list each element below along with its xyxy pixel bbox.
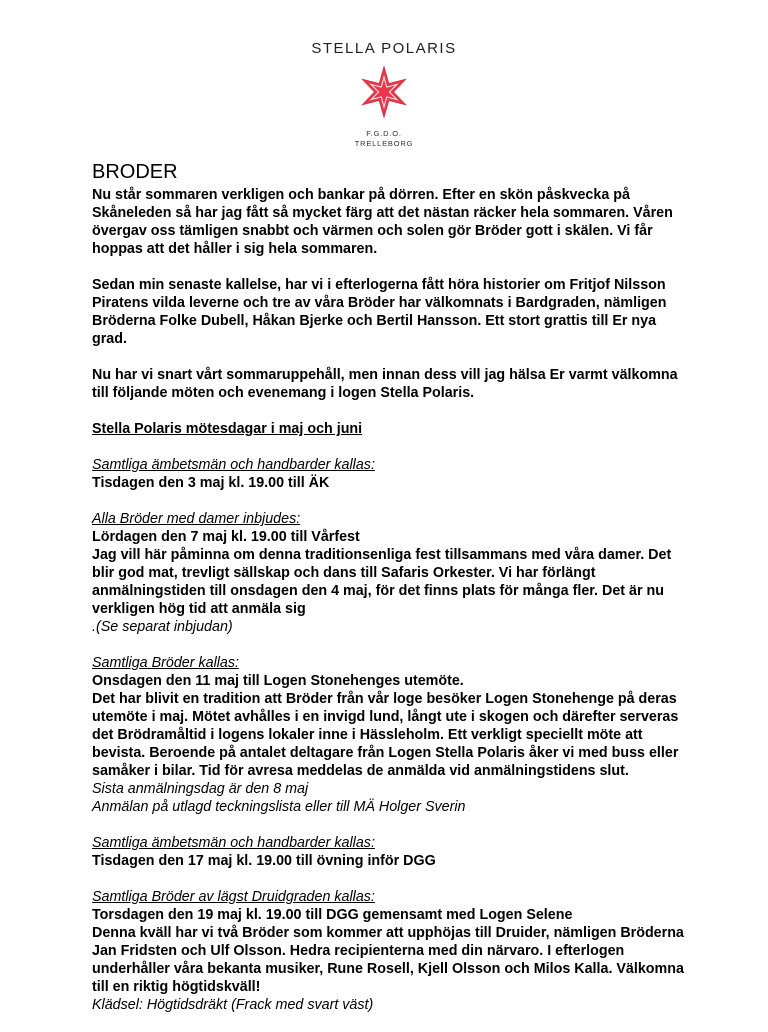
event-invite: Samtliga Bröder kallas: — [92, 655, 240, 671]
event-date: Torsdagen den 19 maj kl. 19.00 till DGG gemensamt med Logen Selene — [92, 907, 573, 923]
event-body: Denna kväll har vi två Bröder som kommer att upphöjas till Druider, nämligen Bröderna Jan Fridsten och Ulf Olsson. Hedra recipienterna med din närvaro. I efterlogen underhåller våra bekanta musiker, Rune Rosell, Kjell Olsson och Milos Kalla. Välkomna till en riktig högtidskväll! — [92, 925, 684, 995]
event-detail: Anmälan på utlagd teckningslista eller till MÄ Holger Sverin — [92, 799, 466, 815]
event-detail: .(Se separat inbjudan) — [92, 619, 233, 635]
letterhead — [0, 40, 768, 149]
org-name: STELLA POLARIS — [311, 40, 457, 57]
subtitle-line-2: TRELLEBORG — [354, 139, 414, 148]
event-detail: Klädsel: Högtidsdräkt (Frack med svart väst) — [92, 997, 374, 1013]
event-3 — [92, 654, 692, 816]
section-title: Stella Polaris mötesdagar i maj och juni — [92, 421, 363, 437]
letter-body — [92, 160, 692, 1032]
event-4 — [92, 834, 692, 870]
intro-paragraph-1: Nu står sommaren verkligen och bankar på dörren. Efter en skön påskvecka på Skåneleden så har jag fått så mycket färg att det nästan räcker hela sommaren. Våren övergav oss tämligen snabbt och värmen och solen gör Bröder gott i skälen. Vi får hoppas att det håller i sig hela sommaren. — [92, 187, 673, 257]
red-star-icon — [357, 65, 411, 119]
event-body: Jag vill här påminna om denna traditionsenliga fest tillsammans med våra damer. Det blir god mat, trevligt sällskap och dans till Safaris Orkester. Vi har förlängt anmälningstiden till onsdagen den 4 maj, för det finns plats för många fler. Det är nu verkligen hög tid att anmäla sig — [92, 547, 672, 617]
event-date: Onsdagen den 11 maj till Logen Stonehenges utemöte. — [92, 673, 464, 689]
event-detail: Sista anmälningsdag är den 8 maj — [92, 781, 309, 797]
event-5 — [92, 888, 692, 1014]
event-invite: Samtliga ämbetsmän och handbarder kallas: — [92, 835, 375, 851]
page-title: BRODER — [92, 161, 178, 183]
event-2 — [92, 510, 692, 636]
event-invite: Alla Bröder med damer inbjudes: — [92, 511, 301, 527]
intro-paragraph-3: Nu har vi snart vårt sommaruppehåll, men innan dess vill jag hälsa Er varmt välkomna till följande möten och evenemang i logen Stella Polaris. — [92, 367, 678, 401]
event-invite: Samtliga ämbetsmän och handbarder kallas: — [92, 457, 375, 473]
event-body: Det har blivit en tradition att Bröder från vår loge besöker Logen Stonehenge på deras utemöte i maj. Mötet avhålles i en invigd lund, långt ute i skogen och därefter serveras det Brödramåltid i logens lokaler inne i Hässleholm. Ett verkligt speciellt möte att bevista. Beroende på antalet deltagare från Logen Stella Polaris åker vi med buss eller samåker i bilar. Tid för avresa meddelas de anmälda vid anmälningstidens slut. — [92, 691, 679, 779]
event-1 — [92, 456, 692, 492]
subtitle-line-1: F.G.D.O. — [366, 129, 402, 138]
event-date: Tisdagen den 17 maj kl. 19.00 till övning inför DGG — [92, 853, 436, 869]
event-date: Lördagen den 7 maj kl. 19.00 till Vårfest — [92, 529, 360, 545]
event-invite: Samtliga Bröder av lägst Druidgraden kallas: — [92, 889, 375, 905]
intro-paragraph-2: Sedan min senaste kallelse, har vi i efterlogerna fått höra historier om Fritjof Nilsson Piratens vilda leverne och tre av våra Bröder har välkomnats i Bardgraden, nämligen Bröderna Folke Dubell, Håkan Bjerke och Bertil Hansson. Ett stort grattis till Er nya grad. — [92, 277, 667, 347]
event-date: Tisdagen den 3 maj kl. 19.00 till ÄK — [92, 475, 330, 491]
org-subtitle — [0, 129, 768, 149]
